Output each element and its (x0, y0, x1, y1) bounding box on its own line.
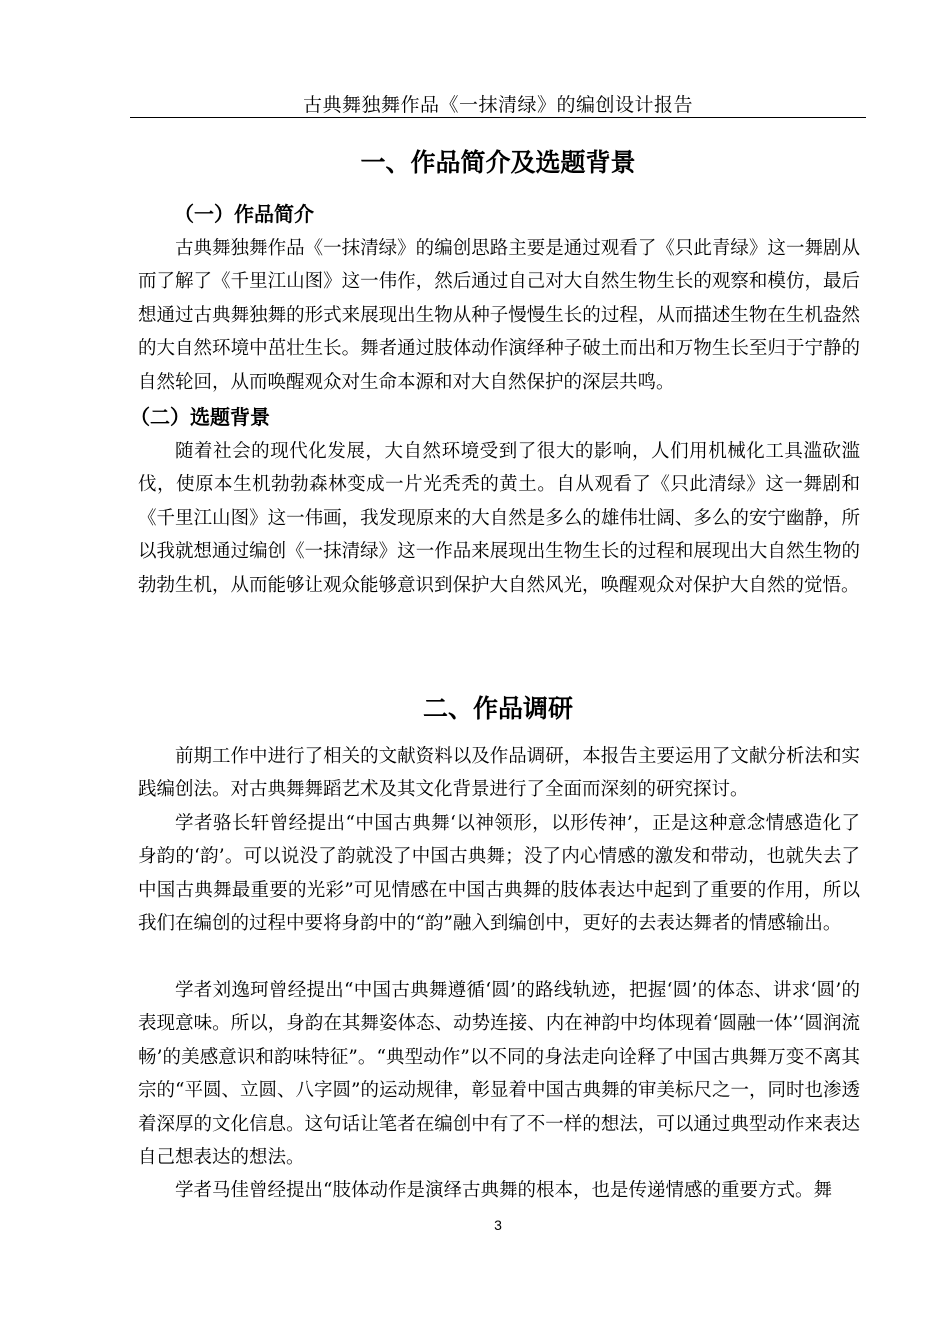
subsection-1-heading: （一）作品简介 (174, 202, 314, 226)
section-2-paragraph-2: 学者骆长轩曾经提出“中国古典舞‘以神领形，以形传神’，正是这种意念情感造化了身韵的‘韵’。可以说没了韵就没了中国古典舞；没了内心情感的激发和带动，也就失去了中国古典舞最重要的光彩”可见情感在中国古典舞的肢体表达中起到了重要的作用，所以我们在编创的过程中要将身韵中的“韵”融入到编创中，更好的去表达舞者的情感输出。 (138, 813, 860, 935)
section-2-paragraph-4: 学者马佳曾经提出“肢体动作是演绎古典舞的根本，也是传递情感的重要方式。舞 (175, 1180, 832, 1201)
header-title: 古典舞独舞作品《一抹清绿》的编创设计报告 (302, 94, 693, 116)
header-divider (130, 117, 866, 118)
page-number: 3 (494, 1217, 502, 1233)
section-1-heading: 一、作品简介及选题背景 (360, 148, 636, 177)
section-2-heading: 二、作品调研 (422, 694, 573, 723)
subsection-2-paragraph: 随着社会的现代化发展，大自然环境受到了很大的影响，人们用机械化工具滥砍滥伐，使原本生机勃勃森林变成一片光秃秃的黄土。自从观看了《只此清绿》这一舞剧和《千里江山图》这一伟画，我发现原来的大自然是多么的雄伟壮阔、多么的安宁幽静，所以我就想通过编创《一抹清绿》这一作品来展现出生物生长的过程和展现出大自然生物的勃勃生机，从而能够让观众能够意识到保护大自然风光，唤醒观众对保护大自然的觉悟。 (138, 441, 860, 596)
section-2-paragraph-3: 学者刘逸珂曾经提出“中国古典舞遵循‘圆’的路线轨迹，把握‘圆’的体态、讲求‘圆’的表现意味。所以，身韵在其舞姿体态、动势连接、内在神韵中均体现着‘圆融一体’‘圆润流畅’的美感意识和韵味特征”。“典型动作”以不同的身法走向诠释了中国古典舞万变不离其宗的“平圆、立圆、八字圆”的运动规律，彰显着中国古典舞的审美标尺之一，同时也渗透着深厚的文化信息。这句话让笔者在编创中有了不一样的想法，可以通过典型动作来表达自己想表达的想法。 (138, 980, 860, 1169)
subsection-2-heading: （二）选题背景 (130, 405, 270, 429)
section-2-paragraph-1: 前期工作中进行了相关的文献资料以及作品调研，本报告主要运用了文献分析法和实践编创法。对古典舞舞蹈艺术及其文化背景进行了全面而深刻的研究探讨。 (138, 746, 860, 801)
subsection-1-paragraph: 古典舞独舞作品《一抹清绿》的编创思路主要是通过观看了《只此青绿》这一舞剧从而了解了《千里江山图》这一伟作，然后通过自己对大自然生物生长的观察和模仿，最后想通过古典舞独舞的形式来展现出生物从种子慢慢生长的过程，从而描述生物在生机盎然的大自然环境中茁壮生长。舞者通过肢体动作演绎种子破土而出和万物生长至归于宁静的自然轮回，从而唤醒观众对生命本源和对大自然保护的深层共鸣。 (138, 238, 860, 393)
